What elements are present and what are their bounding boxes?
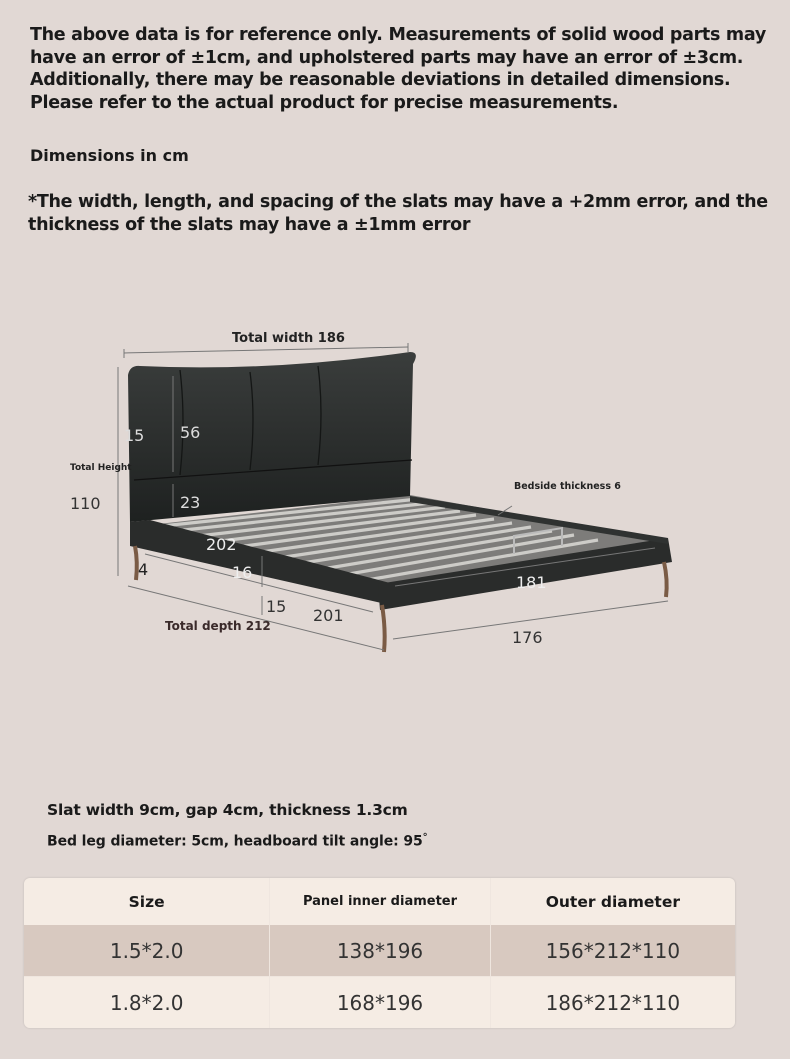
bed-dimension-diagram [0,300,790,690]
dim-202: 202 [206,535,237,554]
row1-inner: 138*196 [269,925,489,976]
degree-symbol: ° [422,832,428,843]
row1-outer: 156*212*110 [490,925,735,976]
total-width-label: Total width 186 [232,331,345,346]
headboard [128,352,416,522]
header-outer: Outer diameter [490,878,735,925]
dim-16: 16 [232,563,253,582]
units-note: Dimensions in cm [30,146,189,165]
dim-181: 181 [516,573,547,592]
header-panel-inner: Panel inner diameter [269,878,489,925]
slat-error-note: *The width, length, and spacing of the slats may have a +2mm error, and the thickness of the slats may have a ±1mm error [28,192,768,235]
table-row [24,925,735,976]
total-height-label: Total Height [70,463,132,473]
header-size: Size [128,892,165,911]
row2-inner: 168*196 [269,977,489,1028]
row2-size: 1.8*2.0 [109,991,184,1015]
dim-15-leg: 15 [266,597,287,616]
notes [30,24,775,114]
dim-176: 176 [512,628,543,647]
row2-outer: 186*212*110 [490,977,735,1028]
row1-size: 1.5*2.0 [109,938,184,963]
dim-56: 56 [180,423,201,442]
leg-right [664,562,667,597]
dim-15-top: 15 [124,426,145,445]
dim-201: 201 [313,606,344,625]
leg-front [382,605,385,652]
disclaimer-text: The above data is for reference only. Measurements of solid wood parts may have an error of ±1cm, and upholstered parts may have an error of ±3cm. Additionally, there may be reasonable deviations in detailed dimensions. Please refer to the actual product for precise measurements. [30,25,766,113]
total-depth-label: Total depth 212 [165,619,271,633]
table-row [24,976,735,1028]
leg-back [135,546,137,580]
slat-spec: Slat width 9cm, gap 4cm, thickness 1.3cm [47,801,408,819]
size-table [24,878,735,1028]
bedside-thickness-label: Bedside thickness 6 [514,481,621,492]
total-height-value: 110 [70,494,101,513]
dim-4: 4 [138,560,149,579]
dim-23: 23 [180,493,201,512]
leg-spec [47,832,428,850]
leg-spec-text: Bed leg diameter: 5cm, headboard tilt angle: 95 [47,833,423,850]
table-header-row [24,878,735,925]
